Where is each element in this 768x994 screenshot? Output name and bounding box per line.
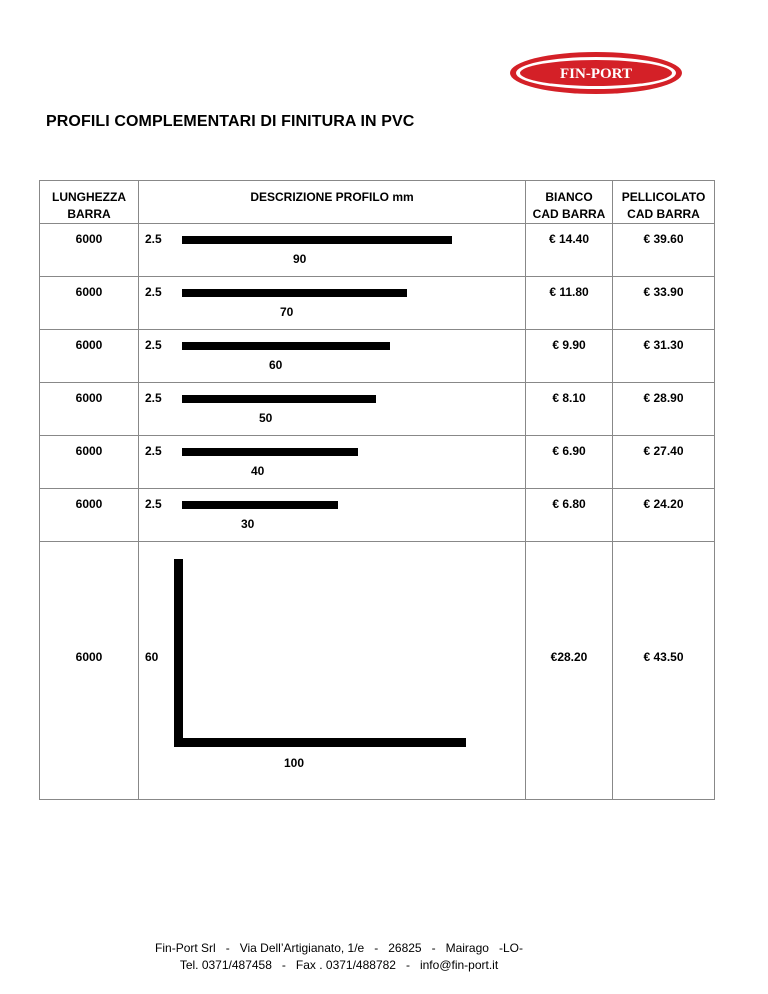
white-price-cell: € 8.10 <box>526 383 613 436</box>
table-row <box>40 383 715 436</box>
profile-bar-graphic <box>182 342 390 350</box>
width-label: 70 <box>280 305 294 319</box>
thickness-label: 2.5 <box>145 338 162 352</box>
profile-bar-graphic <box>182 236 452 244</box>
profile-bar-graphic <box>182 448 358 456</box>
white-price-cell: € 9.90 <box>526 330 613 383</box>
description-cell <box>139 436 526 489</box>
width-label: 60 <box>269 358 283 372</box>
white-price-cell: € 6.80 <box>526 489 613 542</box>
company-footer <box>0 940 678 974</box>
description-cell <box>139 489 526 542</box>
table-row <box>40 489 715 542</box>
length-cell: 6000 <box>40 436 139 489</box>
length-cell: 6000 <box>40 277 139 330</box>
footer-address: Fin-Port Srl - Via Dell’Artigianato, 1/e - 26825 - Mairago -LO- <box>155 941 523 955</box>
width-label: 90 <box>293 252 307 266</box>
thickness-label: 2.5 <box>145 444 162 458</box>
width-label: 100 <box>284 756 305 770</box>
fin-port-logo <box>508 50 684 96</box>
description-cell <box>139 224 526 277</box>
angle-profile-vertical-graphic <box>174 559 183 747</box>
description-cell <box>139 330 526 383</box>
header-laminated-price: PELLICOLATO CAD BARRA <box>613 181 715 224</box>
width-label: 30 <box>241 517 255 531</box>
length-cell: 6000 <box>40 330 139 383</box>
laminated-price-cell: € 27.40 <box>613 436 715 489</box>
description-cell <box>139 542 526 800</box>
thickness-label: 2.5 <box>145 232 162 246</box>
header-description: DESCRIZIONE PROFILO mm <box>139 181 526 224</box>
table-row <box>40 436 715 489</box>
length-cell: 6000 <box>40 542 139 800</box>
header-length: LUNGHEZZA BARRA <box>40 181 139 224</box>
table-row <box>40 330 715 383</box>
white-price-cell: €28.20 <box>526 542 613 800</box>
laminated-price-cell: € 24.20 <box>613 489 715 542</box>
table-row <box>40 224 715 277</box>
white-price-cell: € 11.80 <box>526 277 613 330</box>
white-price-cell: € 14.40 <box>526 224 613 277</box>
page-title: PROFILI COMPLEMENTARI DI FINITURA IN PVC <box>46 113 415 130</box>
width-label: 50 <box>259 411 273 425</box>
header-white-price: BIANCO CAD BARRA <box>526 181 613 224</box>
width-label: 40 <box>251 464 265 478</box>
thickness-label: 2.5 <box>145 285 162 299</box>
length-cell: 6000 <box>40 383 139 436</box>
laminated-price-cell: € 43.50 <box>613 542 715 800</box>
white-price-cell: € 6.90 <box>526 436 613 489</box>
footer-contacts: Tel. 0371/487458 - Fax . 0371/488782 - info@fin-port.it <box>179 958 499 972</box>
table-row <box>40 542 715 800</box>
profile-bar-graphic <box>182 395 376 403</box>
length-cell: 6000 <box>40 224 139 277</box>
price-table <box>39 180 715 800</box>
description-cell <box>139 383 526 436</box>
length-cell: 6000 <box>40 489 139 542</box>
height-label: 60 <box>145 650 159 664</box>
thickness-label: 2.5 <box>145 391 162 405</box>
profile-bar-graphic <box>182 501 338 509</box>
laminated-price-cell: € 31.30 <box>613 330 715 383</box>
table-row <box>40 277 715 330</box>
description-cell <box>139 277 526 330</box>
table-header-row <box>40 181 715 224</box>
laminated-price-cell: € 33.90 <box>613 277 715 330</box>
logo-text: FIN-PORT <box>560 66 632 82</box>
laminated-price-cell: € 39.60 <box>613 224 715 277</box>
thickness-label: 2.5 <box>145 497 162 511</box>
laminated-price-cell: € 28.90 <box>613 383 715 436</box>
profile-bar-graphic <box>182 289 407 297</box>
angle-profile-horizontal-graphic <box>174 738 466 747</box>
